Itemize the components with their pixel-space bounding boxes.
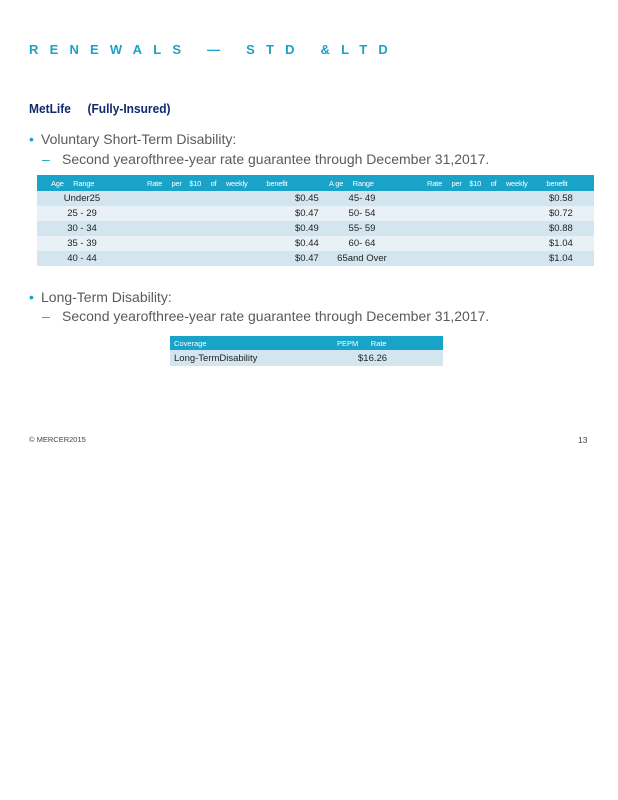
rate-cell: $0.45 — [127, 191, 317, 206]
carrier-subtitle: MetLife (Fully-Insured) — [29, 101, 171, 116]
std-bullet — [29, 131, 236, 147]
std-table-header-row — [37, 175, 594, 191]
copyright-footer: © MERCER2015 — [29, 435, 86, 444]
dash-icon: – — [42, 308, 50, 324]
rate-cell: $0.49 — [127, 221, 317, 236]
ltd-bullet — [29, 289, 172, 305]
std-col-rate: Rate per $10 of weekly benefit — [127, 175, 317, 191]
ltd-table-header-row — [170, 336, 443, 350]
rate-cell: $0.88 — [407, 221, 594, 236]
page-title: RENEWALS — STD &LTD — [29, 42, 399, 57]
table-row — [37, 206, 594, 221]
std-bullet-text: Voluntary Short-Term Disability: — [41, 131, 237, 147]
page-number: 13 — [578, 435, 588, 445]
std-col-age-range-2: A ge Range — [317, 175, 407, 191]
rate-cell: $1.04 — [407, 251, 594, 266]
bullet-dot-icon: • — [29, 131, 34, 147]
std-col-rate-2: Rate per $10 of weekly benefit — [407, 175, 594, 191]
ltd-bullet-text: Long-Term Disability: — [41, 289, 172, 305]
age-range-cell: 55- 59 — [317, 221, 407, 236]
pepm-rate-cell: $16.26 — [335, 350, 443, 366]
std-sub-bullet-text: Second yearofthree-year rate guarantee through December 31,2017. — [62, 151, 490, 167]
dash-icon: – — [42, 151, 50, 167]
age-range-cell: 65and Over — [317, 251, 407, 266]
rate-cell: $0.72 — [407, 206, 594, 221]
age-range-cell: 40 - 44 — [37, 251, 127, 266]
ltd-sub-bullet — [42, 308, 489, 324]
ltd-rates-table — [170, 336, 443, 366]
age-range-cell: 45- 49 — [317, 191, 407, 206]
rate-cell: $0.47 — [127, 206, 317, 221]
table-row — [170, 350, 443, 366]
rate-cell: $0.47 — [127, 251, 317, 266]
coverage-cell: Long-TermDisability — [170, 350, 335, 366]
rate-cell: $1.04 — [407, 236, 594, 251]
age-range-cell: Under25 — [37, 191, 127, 206]
std-sub-bullet — [42, 151, 489, 167]
table-row — [37, 191, 594, 206]
std-rates-table — [37, 175, 594, 266]
table-row — [37, 251, 594, 266]
rate-cell: $0.58 — [407, 191, 594, 206]
age-range-cell: 30 - 34 — [37, 221, 127, 236]
bullet-dot-icon: • — [29, 289, 34, 305]
ltd-col-pepm-rate: PEPM Rate — [335, 336, 443, 350]
ltd-col-coverage: Coverage — [170, 336, 335, 350]
std-col-age-range: Age Range — [37, 175, 127, 191]
age-range-cell: 35 - 39 — [37, 236, 127, 251]
ltd-sub-bullet-text: Second yearofthree-year rate guarantee through December 31,2017. — [62, 308, 490, 324]
table-row — [37, 221, 594, 236]
age-range-cell: 50- 54 — [317, 206, 407, 221]
age-range-cell: 60- 64 — [317, 236, 407, 251]
rate-cell: $0.44 — [127, 236, 317, 251]
table-row — [37, 236, 594, 251]
age-range-cell: 25 - 29 — [37, 206, 127, 221]
